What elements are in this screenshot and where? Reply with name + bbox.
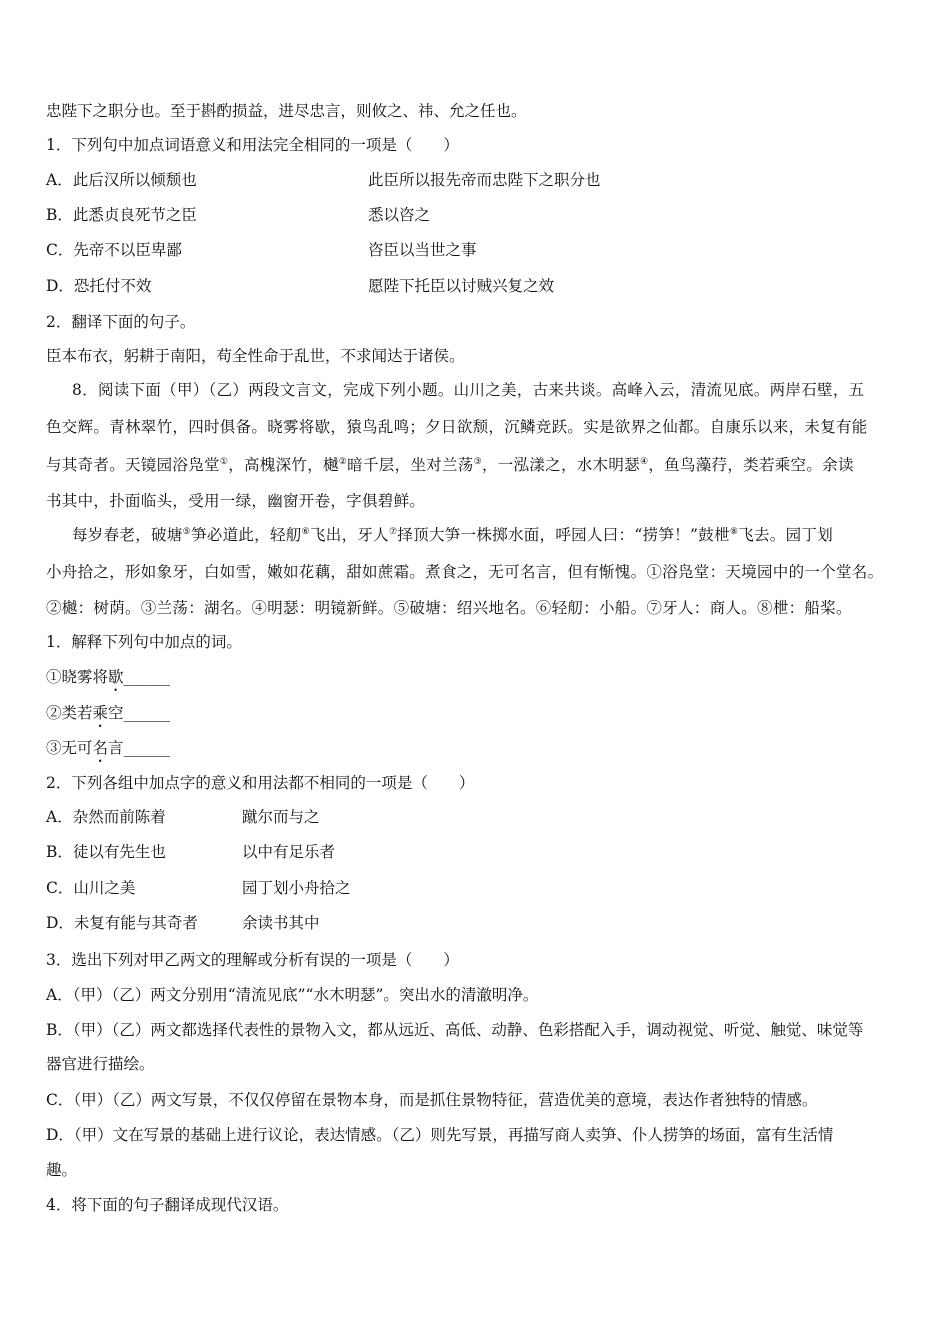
option-left: A．杂然而前陈着 [46, 808, 166, 826]
answer-blank[interactable]: ______ [123, 739, 171, 757]
passage-line: 8．阅读下面（甲）（乙）两段文言文，完成下列小题。山川之美，古来共谈。高峰入云，清流见底。两岸石壁，五 [72, 381, 865, 399]
option-left: B．此悉贞良死节之臣 [46, 206, 197, 224]
footnote-mark: ② [338, 456, 348, 467]
footnote-mark: ① [219, 456, 229, 467]
passage-line [46, 454, 854, 476]
option-row [46, 806, 320, 828]
footnote-mark: ④ [639, 456, 649, 467]
option-left: C．山川之美 [46, 879, 136, 897]
question-stem: 1．解释下列句中加点的词。 [46, 633, 242, 651]
item-text: 言 [108, 739, 124, 757]
option-line: C．（甲）（乙）两文写景，不仅仅停留在景物本身，而是抓住景物特征，营造优美的意境，表达作者独特的情感。 [46, 1091, 818, 1109]
option-line: D．（甲）文在写景的基础上进行议论，表达情感。（乙）则先写景，再描写商人卖笋、仆人捞笋的场面，富有生活情 [46, 1126, 834, 1144]
footnote-mark: ⑧ [729, 526, 739, 537]
passage-text: 飞去。园丁划 [738, 526, 833, 544]
option-left: B．徒以有先生也 [46, 843, 166, 861]
passage-text: 择顶大笋一株掷水面，呼园人曰：“捞笋！”鼓枻 [397, 526, 730, 544]
footnote-line: ②樾：树荫。③兰荡：湖名。④明瑟：明镜新鲜。⑤破塘：绍兴地名。⑥轻舠：小船。⑦牙人：商人。⑧枻：船桨。 [46, 599, 852, 617]
option-row [46, 841, 336, 863]
option-line: 趣。 [46, 1161, 78, 1179]
question-stem: 2．下列各组中加点字的意义和用法都不相同的一项是（ ） [46, 774, 475, 792]
option-left: C．先帝不以臣卑鄙 [46, 241, 182, 259]
footnote-mark: ⑤ [182, 526, 191, 537]
option-right: 园丁划小舟拾之 [242, 879, 351, 897]
passage-line: 书其中，扑面临头，受用一绿，幽窗开卷，字俱碧鲜。 [46, 492, 426, 510]
item-text: 空 [108, 704, 124, 722]
answer-blank[interactable]: ______ [123, 668, 171, 686]
option-line: B．（甲）（乙）两文都选择代表性的景物入文，都从远近、高低、动静、色彩搭配入手，调动视觉、听觉、触觉、味觉等 [46, 1021, 864, 1039]
sub-question [46, 666, 170, 695]
option-line: A．（甲）（乙）两文分别用“清流见底”“水木明瑟”。突出水的清澈明净。 [46, 986, 539, 1004]
option-right: 愿陛下托臣以讨贼兴复之效 [368, 277, 555, 295]
option-row [46, 239, 477, 261]
option-right: 悉以咨之 [368, 206, 431, 224]
passage-line [72, 524, 833, 546]
passage-text: ，一泓漾之，水木明瑟 [481, 456, 640, 474]
dotted-word: 乘 [92, 704, 109, 722]
question-stem: 1．下列句中加点词语意义和用法完全相同的一项是（ ） [46, 136, 459, 154]
option-row [46, 275, 555, 297]
footnote-mark: ⑥ [301, 526, 310, 537]
passage-text: 飞出，牙人 [309, 526, 389, 544]
passage-text: ，鱼鸟藻荇，类若乘空。余读 [648, 456, 854, 474]
sub-question [46, 702, 170, 731]
text-line: 忠陛下之职分也。至于斟酌损益，进尽忠言，则攸之、祎、允之任也。 [46, 102, 527, 120]
sub-question [46, 737, 170, 766]
question-stem: 4．将下面的句子翻译成现代汉语。 [46, 1196, 289, 1214]
footnote-mark: ③ [473, 456, 482, 467]
option-right: 此臣所以报先帝而忠陛下之职分也 [368, 171, 601, 189]
item-text: ②类若 [46, 704, 93, 722]
question-stem: 3．选出下列对甲乙两文的理解或分析有误的一项是（ ） [46, 951, 459, 969]
passage-text: 笋必道此，轻舠 [190, 526, 302, 544]
option-row [46, 169, 601, 191]
option-right: 蹴尔而与之 [242, 808, 320, 826]
item-text: ③无可 [46, 739, 93, 757]
passage-line: 色交辉。青林翠竹，四时俱备。晓雾将歇，猿鸟乱鸣；夕日欲颓，沉鳞竞跃。实是欲界之仙都。自康乐以来，未复有能 [46, 418, 868, 436]
dotted-word: 歇 [108, 668, 124, 686]
option-row [46, 204, 431, 226]
option-left: D．恐托付不效 [46, 277, 152, 295]
passage-line: 小舟拾之，形如象牙，白如雪，嫩如花藕，甜如蔗霜。煮食之，无可名言，但有惭愧。①浴凫堂：天境园中的一个堂名。 [46, 563, 884, 581]
option-row [46, 912, 320, 934]
option-left: D．未复有能与其奇者 [46, 914, 198, 932]
item-text: ①晓雾将 [46, 668, 109, 686]
option-left: A．此后汉所以倾颓也 [46, 171, 197, 189]
option-row [46, 877, 351, 899]
text-line: 臣本布衣，躬耕于南阳，苟全性命于乱世，不求闻达于诸侯。 [46, 347, 465, 365]
passage-text: 与其奇者。天镜园浴凫堂 [46, 456, 220, 474]
option-line: 器官进行描绘。 [46, 1055, 155, 1073]
question-stem: 2．翻译下面的句子。 [46, 313, 196, 331]
option-right: 咨臣以当世之事 [368, 241, 477, 259]
passage-text: 暗千层，坐对兰荡 [347, 456, 474, 474]
answer-blank[interactable]: ______ [123, 704, 171, 722]
option-right: 以中有足乐者 [242, 843, 336, 861]
dotted-word: 名 [92, 739, 109, 757]
passage-text: 每岁春老，破塘 [72, 526, 183, 544]
option-right: 余读书其中 [242, 914, 320, 932]
footnote-mark: ⑦ [388, 526, 398, 537]
passage-text: ，高槐深竹，樾 [228, 456, 339, 474]
